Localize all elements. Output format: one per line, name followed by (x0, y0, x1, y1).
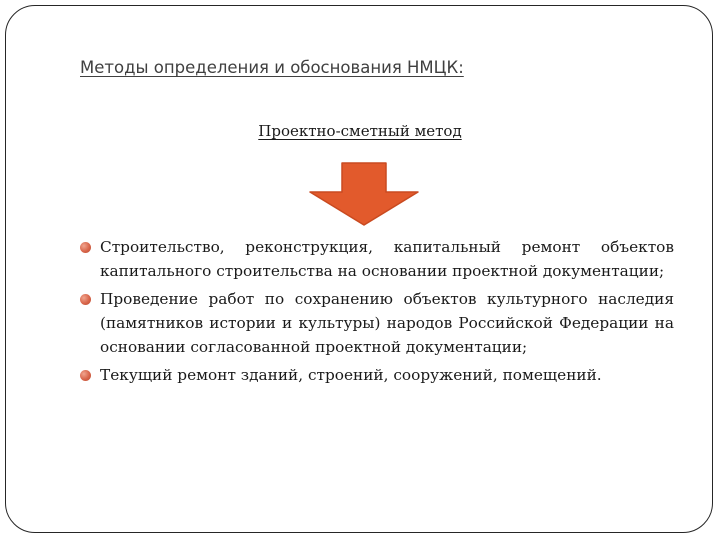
list-item-text: Текущий ремонт зданий, строений, сооружений, помещений. (100, 366, 602, 384)
list-item (80, 287, 674, 359)
bullet-icon (80, 242, 91, 253)
method-subtitle: Проектно-сметный метод (258, 122, 462, 140)
list-item-text: Проведение работ по сохранению объектов культурного наследия (памятников истории и культуры) народов Российской Федерации на основании согласованной проектной документации; (100, 290, 674, 356)
bullet-icon (80, 294, 91, 305)
bullet-icon (80, 370, 91, 381)
slide-title: Методы определения и обоснования НМЦК: (80, 58, 464, 77)
criteria-list (80, 235, 674, 391)
list-item (80, 363, 674, 387)
list-item-text: Строительство, реконструкция, капитальный ремонт объектов капитального строительства на основании проектной документации; (100, 238, 674, 280)
list-item (80, 235, 674, 283)
down-arrow-icon (308, 162, 420, 226)
